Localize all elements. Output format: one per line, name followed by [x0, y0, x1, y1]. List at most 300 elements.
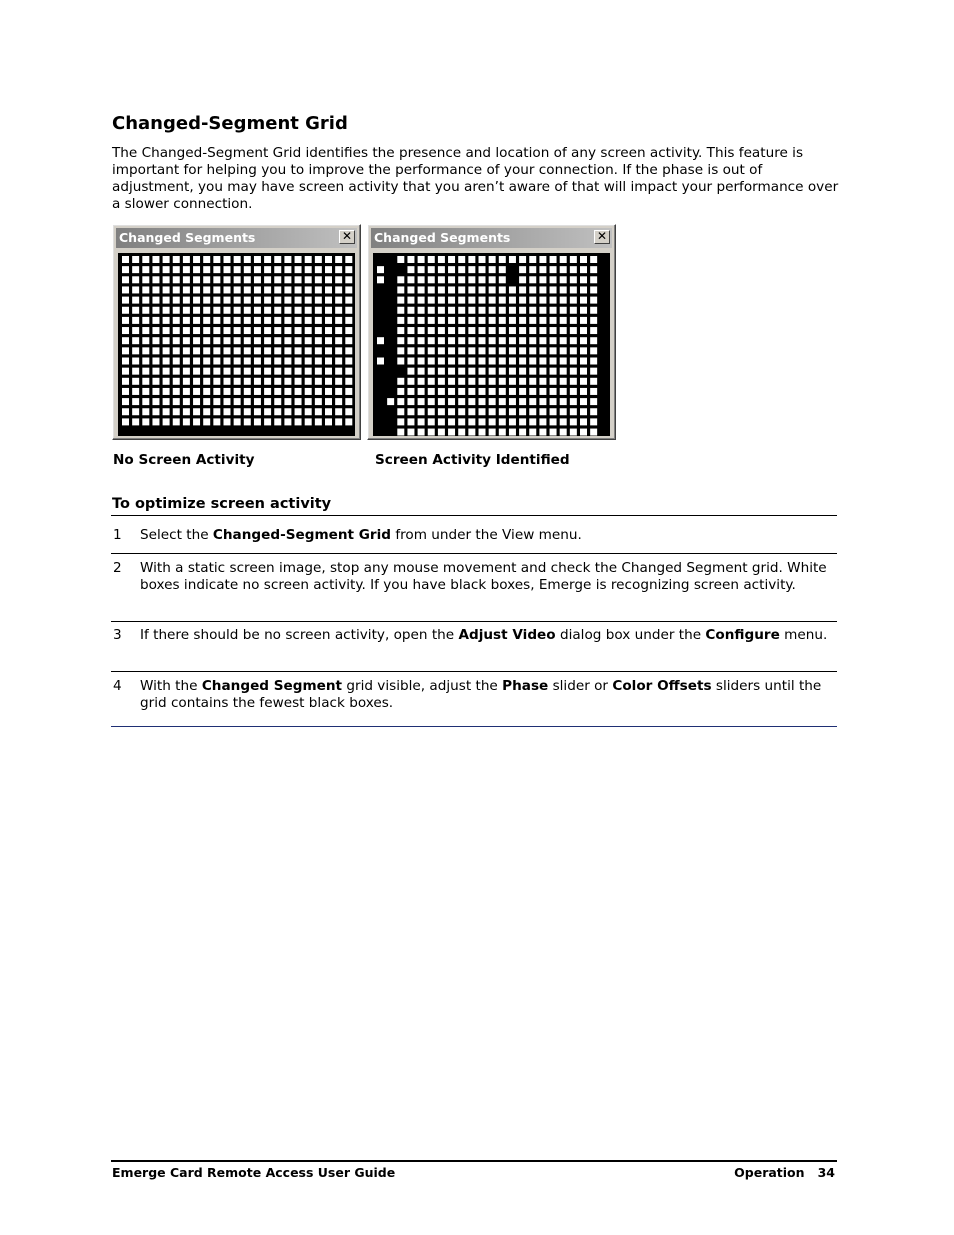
- grid-cell: [489, 317, 496, 324]
- grid-cell: [203, 358, 210, 365]
- grid-cell: [335, 368, 342, 375]
- grid-cell: [590, 337, 597, 344]
- grid-cell: [580, 347, 587, 354]
- grid-cell: [438, 317, 445, 324]
- grid-cell: [193, 418, 200, 425]
- grid-cell: [152, 378, 159, 385]
- grid-cell: [132, 337, 139, 344]
- grid-cell: [335, 297, 342, 304]
- step-number: 2: [113, 560, 122, 576]
- grid-cell: [570, 418, 577, 425]
- grid-cell: [397, 276, 404, 283]
- grid-cell: [570, 266, 577, 273]
- grid-cell: [284, 276, 291, 283]
- grid-cell: [142, 327, 149, 334]
- grid-cell: [213, 266, 220, 273]
- grid-cell: [468, 317, 475, 324]
- grid-cell: [213, 378, 220, 385]
- grid-cell: [284, 378, 291, 385]
- grid-cell: [407, 286, 414, 293]
- grid-cell: [132, 327, 139, 334]
- grid-cell: [244, 378, 251, 385]
- grid-cell: [345, 307, 352, 314]
- grid-cell: [132, 307, 139, 314]
- grid-cell: [509, 286, 516, 293]
- grid-cell: [468, 327, 475, 334]
- grid-cell: [315, 408, 322, 415]
- grid-cell: [448, 388, 455, 395]
- grid-cell: [499, 398, 506, 405]
- grid-cell: [499, 378, 506, 385]
- grid-cell: [345, 317, 352, 324]
- grid-cell: [132, 408, 139, 415]
- grid-cell: [519, 337, 526, 344]
- grid-cell: [122, 297, 129, 304]
- grid-cell: [244, 368, 251, 375]
- grid-cell: [183, 327, 190, 334]
- grid-cell: [142, 337, 149, 344]
- grid-cell: [570, 317, 577, 324]
- grid-cell: [163, 276, 170, 283]
- grid-cell: [234, 388, 241, 395]
- grid-cell: [315, 358, 322, 365]
- grid-cell: [264, 327, 271, 334]
- grid-cell: [224, 418, 231, 425]
- grid-cell: [397, 347, 404, 354]
- grid-cell: [499, 317, 506, 324]
- grid-cell: [509, 429, 516, 436]
- grid-cell: [529, 388, 536, 395]
- grid-cell: [387, 398, 394, 405]
- grid-cell: [550, 276, 557, 283]
- grid-cell: [142, 286, 149, 293]
- grid-cell: [325, 418, 332, 425]
- grid-cell: [122, 358, 129, 365]
- grid-cell: [519, 368, 526, 375]
- grid-cell: [499, 388, 506, 395]
- grid-cell: [397, 378, 404, 385]
- grid-cell: [550, 398, 557, 405]
- grid-cell: [590, 388, 597, 395]
- grid-cell: [377, 266, 384, 273]
- grid-cell: [560, 388, 567, 395]
- grid-cell: [509, 297, 516, 304]
- grid-cell: [264, 307, 271, 314]
- grid-cell: [590, 368, 597, 375]
- grid-cell: [274, 347, 281, 354]
- grid-cell: [438, 378, 445, 385]
- grid-cell: [163, 388, 170, 395]
- grid-cell: [193, 297, 200, 304]
- grid-cell: [479, 347, 486, 354]
- grid-cell: [438, 347, 445, 354]
- grid-cell: [418, 266, 425, 273]
- grid-cell: [315, 317, 322, 324]
- grid-cell: [479, 358, 486, 365]
- grid-cell: [570, 408, 577, 415]
- grid-cell: [163, 317, 170, 324]
- grid-cell: [550, 388, 557, 395]
- grid-cell: [173, 368, 180, 375]
- step-divider: [111, 621, 837, 622]
- grid-cell: [407, 408, 414, 415]
- grid-cell: [499, 276, 506, 283]
- step-run: Select the: [140, 527, 213, 543]
- grid-cell: [418, 317, 425, 324]
- grid-cell: [438, 408, 445, 415]
- grid-cell: [203, 347, 210, 354]
- grid-cell: [254, 276, 261, 283]
- grid-cell: [224, 368, 231, 375]
- grid-cell: [335, 408, 342, 415]
- grid-cell: [213, 418, 220, 425]
- footer-rule: [111, 1160, 837, 1162]
- grid-cell: [448, 327, 455, 334]
- grid-cell: [193, 378, 200, 385]
- grid-cell: [560, 256, 567, 263]
- grid-cell: [428, 368, 435, 375]
- grid-cell: [305, 266, 312, 273]
- grid-cell: [234, 317, 241, 324]
- grid-cell: [438, 276, 445, 283]
- grid-cell: [438, 429, 445, 436]
- step-text: [140, 627, 836, 644]
- grid-cell: [142, 347, 149, 354]
- grid-cell: [397, 317, 404, 324]
- grid-cell: [325, 297, 332, 304]
- grid-cell: [458, 358, 465, 365]
- grid-cell: [570, 286, 577, 293]
- caption-activity: Screen Activity Identified: [375, 452, 570, 468]
- grid-cell: [550, 297, 557, 304]
- grid-cell: [173, 266, 180, 273]
- grid-cell: [244, 276, 251, 283]
- grid-cell: [295, 307, 302, 314]
- footer-document-title: Emerge Card Remote Access User Guide: [112, 1165, 396, 1180]
- grid-cell: [132, 347, 139, 354]
- grid-cell: [173, 408, 180, 415]
- grid-cell: [325, 337, 332, 344]
- grid-cell: [489, 337, 496, 344]
- grid-cell: [264, 297, 271, 304]
- grid-cell: [539, 297, 546, 304]
- grid-cell: [489, 256, 496, 263]
- grid-cell: [448, 297, 455, 304]
- grid-cell: [345, 266, 352, 273]
- grid-cell: [438, 256, 445, 263]
- grid-cell: [213, 337, 220, 344]
- grid-cell: [244, 297, 251, 304]
- grid-cell: [193, 266, 200, 273]
- grid-cell: [499, 358, 506, 365]
- grid-cell: [183, 286, 190, 293]
- grid-cell: [479, 307, 486, 314]
- grid-cell: [509, 408, 516, 415]
- grid-cell: [213, 297, 220, 304]
- grid-cell: [458, 266, 465, 273]
- grid-cell: [122, 337, 129, 344]
- grid-cell: [203, 337, 210, 344]
- grid-cell: [479, 337, 486, 344]
- grid-cell: [325, 327, 332, 334]
- grid-cell: [132, 368, 139, 375]
- grid-cell: [438, 337, 445, 344]
- grid-cell: [284, 408, 291, 415]
- grid-cell: [163, 297, 170, 304]
- grid-cell: [183, 388, 190, 395]
- grid-cell: [264, 337, 271, 344]
- grid-cell: [550, 256, 557, 263]
- close-icon[interactable]: ✕: [339, 230, 355, 244]
- grid-cell: [163, 398, 170, 405]
- procedure-rule-bottom: [111, 726, 837, 727]
- grid-cell: [468, 266, 475, 273]
- grid-cell: [418, 418, 425, 425]
- grid-cell: [458, 317, 465, 324]
- grid-cell: [234, 358, 241, 365]
- grid-cell: [224, 347, 231, 354]
- grid-cell: [203, 388, 210, 395]
- grid-cell: [407, 418, 414, 425]
- grid-cell: [213, 388, 220, 395]
- grid-cell: [284, 297, 291, 304]
- grid-cell: [418, 388, 425, 395]
- grid-cell: [458, 347, 465, 354]
- grid-cell: [529, 317, 536, 324]
- grid-cell: [193, 398, 200, 405]
- grid-cell: [407, 388, 414, 395]
- grid-cell: [468, 347, 475, 354]
- grid-cell: [274, 418, 281, 425]
- grid-cell: [335, 327, 342, 334]
- grid-cell: [438, 388, 445, 395]
- grid-cell: [325, 378, 332, 385]
- grid-cell: [428, 398, 435, 405]
- grid-cell: [325, 256, 332, 263]
- grid-cell: [438, 327, 445, 334]
- grid-cell: [193, 347, 200, 354]
- grid-cell: [244, 307, 251, 314]
- grid-cell: [284, 286, 291, 293]
- grid-cell: [152, 408, 159, 415]
- grid-cell: [479, 317, 486, 324]
- intro-paragraph: The Changed-Segment Grid identifies the presence and location of any screen activity. This feature is important for helping you to improve the performance of your connection. If the phase is out of adjustment, you may have screen activity that you aren’t aware of that will impact your performance over a slower connection.: [112, 145, 839, 212]
- grid-cell: [550, 266, 557, 273]
- grid-cell: [315, 266, 322, 273]
- grid-cell: [407, 307, 414, 314]
- grid-cell: [183, 297, 190, 304]
- grid-cell: [325, 347, 332, 354]
- grid-cell: [458, 337, 465, 344]
- grid-cell: [173, 398, 180, 405]
- grid-cell: [142, 276, 149, 283]
- grid-cell: [122, 368, 129, 375]
- grid-cell: [590, 307, 597, 314]
- grid-cell: [539, 398, 546, 405]
- grid-cell: [468, 418, 475, 425]
- grid-cell: [550, 286, 557, 293]
- grid-cell: [407, 317, 414, 324]
- grid-cell: [305, 337, 312, 344]
- grid-cell: [468, 368, 475, 375]
- grid-cell: [244, 388, 251, 395]
- grid-cell: [489, 297, 496, 304]
- grid-cell: [570, 358, 577, 365]
- grid-cell: [173, 358, 180, 365]
- grid-cell: [152, 327, 159, 334]
- grid-cell: [335, 307, 342, 314]
- grid-cell: [152, 337, 159, 344]
- grid-cell: [173, 297, 180, 304]
- grid-cell: [560, 429, 567, 436]
- grid-cell: [407, 266, 414, 273]
- grid-cell: [203, 276, 210, 283]
- grid-cell: [315, 337, 322, 344]
- grid-cell: [122, 347, 129, 354]
- grid-cell: [122, 286, 129, 293]
- grid-cell: [580, 276, 587, 283]
- grid-cell: [468, 307, 475, 314]
- grid-cell: [509, 418, 516, 425]
- grid-cell: [560, 337, 567, 344]
- grid-cell: [254, 347, 261, 354]
- grid-cell: [203, 378, 210, 385]
- grid-cell: [305, 418, 312, 425]
- grid-cell: [284, 358, 291, 365]
- grid-cell: [284, 327, 291, 334]
- grid-cell: [345, 358, 352, 365]
- grid-cell: [213, 317, 220, 324]
- grid-cell: [489, 286, 496, 293]
- grid-cell: [335, 398, 342, 405]
- grid-cell: [428, 256, 435, 263]
- grid-cell: [570, 276, 577, 283]
- grid-cell: [468, 297, 475, 304]
- grid-cell: [163, 408, 170, 415]
- grid-cell: [458, 418, 465, 425]
- grid-cell: [570, 398, 577, 405]
- grid-cell: [284, 337, 291, 344]
- step-run: from under the View menu.: [391, 527, 582, 543]
- grid-cell: [274, 408, 281, 415]
- grid-cell: [335, 347, 342, 354]
- grid-cell: [335, 286, 342, 293]
- grid-cell: [234, 286, 241, 293]
- grid-cell: [539, 317, 546, 324]
- grid-cell: [345, 378, 352, 385]
- grid-cell: [335, 256, 342, 263]
- grid-cell: [448, 307, 455, 314]
- grid-cell: [224, 286, 231, 293]
- grid-cell: [152, 358, 159, 365]
- grid-cell: [203, 418, 210, 425]
- grid-cell: [335, 337, 342, 344]
- grid-cell: [397, 429, 404, 436]
- grid-cell: [224, 378, 231, 385]
- grid-cell: [479, 388, 486, 395]
- grid-cell: [163, 337, 170, 344]
- grid-cell: [407, 297, 414, 304]
- grid-cell: [539, 337, 546, 344]
- grid-cell: [193, 307, 200, 314]
- grid-cell: [428, 327, 435, 334]
- grid-cell: [325, 286, 332, 293]
- grid-cell: [509, 398, 516, 405]
- grid-cell: [295, 408, 302, 415]
- grid-cell: [142, 388, 149, 395]
- grid-cell: [132, 266, 139, 273]
- grid-cell: [183, 368, 190, 375]
- grid-cell: [132, 388, 139, 395]
- grid-cell: [244, 266, 251, 273]
- grid-cell: [325, 317, 332, 324]
- grid-cell: [428, 418, 435, 425]
- grid-cell: [345, 297, 352, 304]
- grid-cell: [254, 337, 261, 344]
- grid-cell: [274, 337, 281, 344]
- grid-cell: [560, 266, 567, 273]
- grid-cell: [529, 307, 536, 314]
- step-run: sliders until the grid contains the fewest black boxes.: [140, 678, 822, 711]
- grid-cell: [397, 297, 404, 304]
- grid-cell: [529, 286, 536, 293]
- grid-cell: [529, 276, 536, 283]
- close-icon[interactable]: ✕: [594, 230, 610, 244]
- grid-cell: [213, 347, 220, 354]
- step-emphasis: Configure: [705, 627, 780, 643]
- step-number: 3: [113, 627, 122, 643]
- grid-cell: [345, 327, 352, 334]
- grid-cell: [529, 378, 536, 385]
- grid-cell: [295, 276, 302, 283]
- grid-cell: [407, 256, 414, 263]
- grid-cell: [590, 358, 597, 365]
- grid-cell: [448, 256, 455, 263]
- grid-cell: [519, 327, 526, 334]
- grid-cell: [305, 297, 312, 304]
- grid-cell: [499, 297, 506, 304]
- grid-cell: [305, 327, 312, 334]
- grid-cell: [489, 358, 496, 365]
- grid-cell: [458, 378, 465, 385]
- grid-cell: [122, 276, 129, 283]
- grid-cell: [550, 429, 557, 436]
- grid-cell: [418, 297, 425, 304]
- grid-cell: [479, 418, 486, 425]
- grid-cell: [590, 256, 597, 263]
- grid-cell: [407, 337, 414, 344]
- grid-cell: [244, 327, 251, 334]
- grid-cell: [254, 388, 261, 395]
- grid-cell: [428, 337, 435, 344]
- grid-cell: [397, 327, 404, 334]
- grid-cell: [142, 307, 149, 314]
- grid-cell: [142, 418, 149, 425]
- grid-cell: [509, 347, 516, 354]
- grid-cell: [519, 347, 526, 354]
- grid-cell: [183, 347, 190, 354]
- window-title: Changed Segments: [119, 230, 256, 245]
- grid-cell: [550, 408, 557, 415]
- grid-cell: [448, 276, 455, 283]
- grid-cell: [438, 307, 445, 314]
- grid-cell: [458, 429, 465, 436]
- grid-cell: [590, 317, 597, 324]
- grid-cell: [509, 388, 516, 395]
- grid-cell: [479, 297, 486, 304]
- grid-cell: [295, 347, 302, 354]
- grid-cell: [590, 418, 597, 425]
